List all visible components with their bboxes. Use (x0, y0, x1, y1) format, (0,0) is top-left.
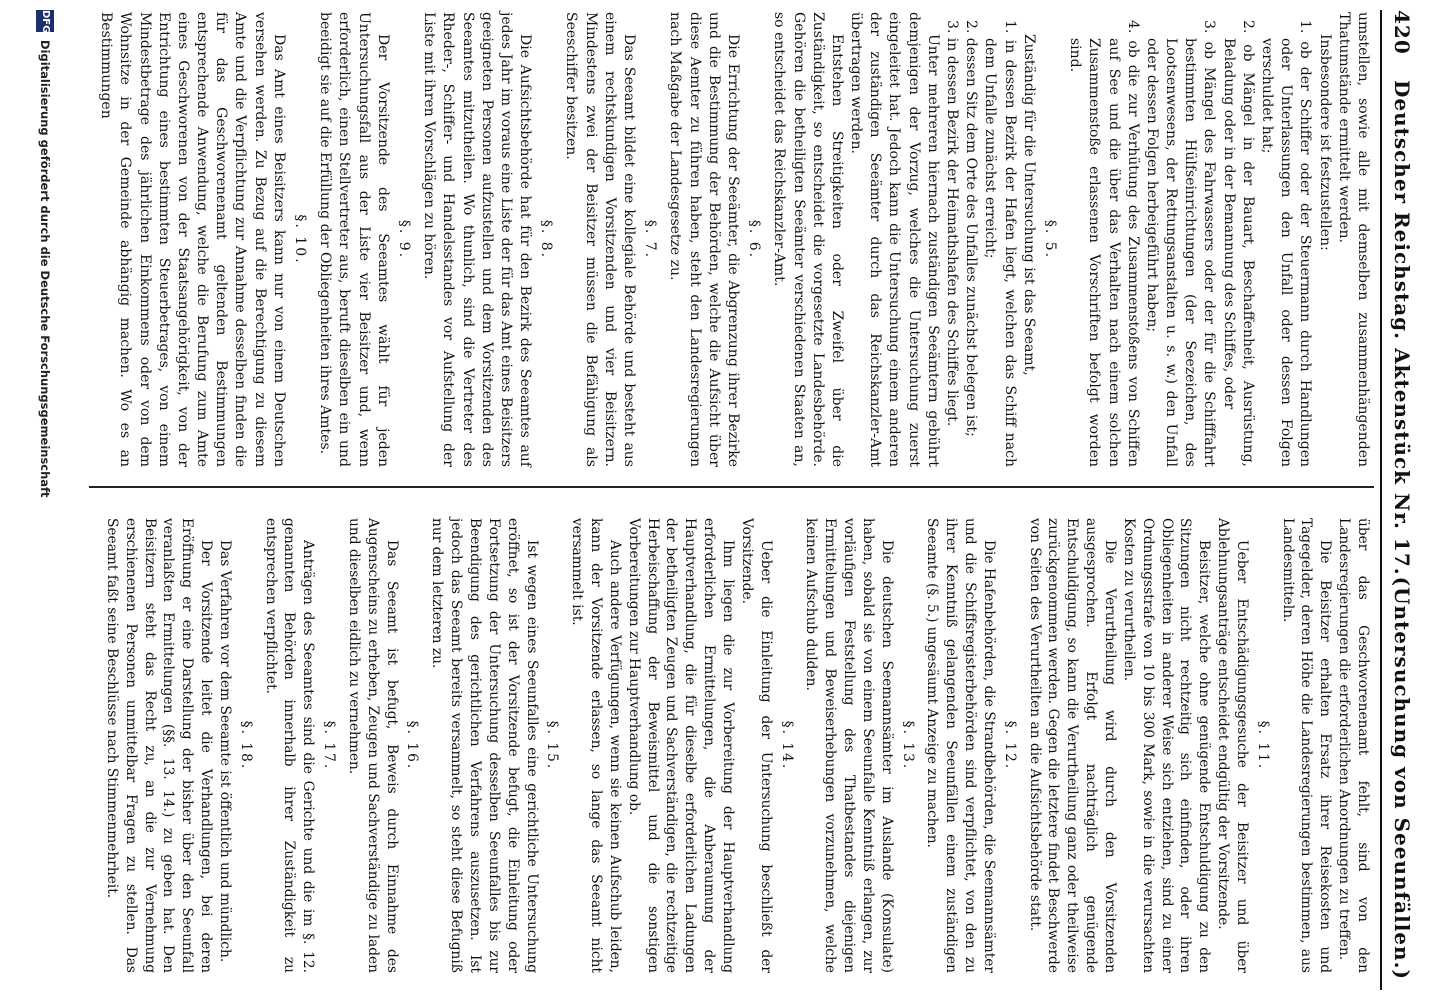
section-heading: §. 7. (642, 219, 659, 260)
paragraph: Die deutschen Seemannsämter im Auslande (Konsulate) haben, sobald sie von einem Seeunfalle Kenntniß erlangen, zur vorläufigen Feststellung des Thatbestandes diejenigen Ermittelungen und Beweiserhebungen vorzunehmen, welche keinen Aufschub dulden. (803, 518, 895, 973)
paragraph: Ueber die Einleitung der Untersuchung beschließt der Vorsitzende. (738, 518, 774, 973)
section-heading: §. 15. (544, 720, 561, 771)
paragraph: 2. dessen Sitz dem Orte des Unfalles zunächst belegen ist; (963, 20, 980, 437)
header-rule (1380, 10, 1382, 990)
paragraph: Die Aufsichtsbehörde hat für den Bezirk des Seeamtes auf jedes Jahr im voraus eine Liste der für das Amt eines Beisitzers geeigneten Personen aufzustellen und dem Vorsitzenden des Seeamtes mitzutheilen. Wo thunlich, sind die Vertreter des Rheder-, Schiffer- und Handelsstandes vor Aufstellung der Liste mit ihren Vorschlägen zu hören. (421, 12, 534, 467)
paragraph: 4. ob die zur Verhütung des Zusammenstoßens von Schiffen auf See und die über das Verhalten nach einem solchen Zusammenstoße erlassenen Vorschriften befolgt worden sind. (1067, 20, 1141, 467)
page-header (1380, 10, 1414, 990)
paragraph: Unter mehreren hiernach zuständigen Seeämtern gebührt demjenigen der Vorzug, welches die Untersuchung zuerst eingeleitet hat. Jedoch kann die Untersuchung einem anderen der zuständigen Seeämter durch das Reichskanzler-Amt übertragen werden. (848, 12, 941, 467)
paragraph: Das Amt eines Beisitzers kann nur von einem Deutschen versehen werden. Zu Bezug auf die Berechtigung zu diesem Amte und die Verpflichtung zur Annahme desselben finden die für das Geschworenenamt geltenden Bestimmungen entsprechende Anwendung, welche die Berufung zum Amte eines Geschworenen von der Staatsangehörigkeit, von der Entrichtung eines bestimmten Steuerbetrages, von einem Mindestbetrage des jährlichen Einkommens oder von dem Wohnsitze in der Gemeinde abhängig machen. Wo es an Bestimmungen (98, 12, 287, 467)
section-heading: §. 5. (1042, 219, 1058, 260)
paragraph: über das Geschworenenamt fehlt, sind von den Landesregierungen die erforderlichen Anordnungen zu treffen. (1336, 518, 1371, 973)
section-heading: §. 10. (292, 214, 309, 265)
paragraph: Ist wegen eines Seeunfalles eine gerichtliche Untersuchung eröffnet, so ist der Vorsitzende befugt, die Einleitung oder Fortsetzung der Untersuchung desselben Seeunfalles bis zur Beendigung des gerichtlichen Verfahrens auszusetzen. Ist jedoch das Seeamt bereits versammelt, so steht diese Befugniß nur dem letzteren zu. (429, 518, 540, 973)
paragraph: Auch andere Verfügungen, wenn sie keinen Aufschub leiden, kann der Vorsitzende erlassen, so lange das Seeamt nicht versammelt ist. (569, 518, 623, 973)
left-column (96, 12, 1372, 467)
paragraph: Die Hafenbehörden, die Strandbehörden, die Seemannsämter und die Schiffsregisterbehörden sind verpflichtet, von den zu ihrer Kenntniß gelangenden Seeunfällen einem zuständigen Seeamte (§. 5.) ungesäumt Anzeige zu machen. (924, 518, 997, 973)
document-page (38, 0, 1432, 1000)
section-heading: §. 9. (396, 219, 412, 260)
digitization-note: Digitalisierung gefördert durch die Deutsche Forschungsgemeinschaft (38, 40, 52, 498)
paragraph: Das Seeamt bildet eine kollegiale Behörde und besteht aus einem rechtskundigen Vorsitzenden und vier Beisitzern. Mindestens zwei der Beisitzer müssen die Befähigung als Seeschiffer besitzen. (563, 12, 638, 467)
paragraph: 3. in dessen Bezirk der Heimathshafen des Schiffes liegt. (944, 20, 961, 427)
paragraph: Die Errichtung der Seeämter, die Abgrenzung ihrer Bezirke und die Bestimmung der Behörden, welche die Aufsicht über diese Aemter zu führen haben, steht den Landesregierungen nach Maßgabe der Landesgesetze zu. (667, 12, 741, 467)
paragraph: 1. ob der Schiffer oder der Steuermann durch Handlungen oder Unterlassungen den Unfall oder dessen Folgen verschuldet hat; (1259, 20, 1314, 467)
section-heading: §. 8. (538, 219, 555, 260)
page-number: 420 (1390, 10, 1414, 55)
section-heading: §. 16. (404, 720, 421, 771)
section-heading: §. 13. (899, 720, 916, 771)
right-column (102, 518, 1372, 973)
paragraph: 3. ob Mängel des Fahrwassers oder der für die Schifffahrt bestimmten Hülfseinrichtungen (der Seezeichen, des Lootsenwesens, der Rettungsanstalten u. s. w.) den Unfall oder dessen Folgen herbeigeführt haben; (1143, 20, 1218, 467)
paragraph: Ihm liegen die zur Vorbereitung der Hauptverhandlung erforderlichen Ermittelungen, die Anberaumung der Hauptverhandlung, die für dieselbe erforderlichen Ladungen der betheiligten Zeugen und Sachverständigen, die rechtzeitige Herbeischaffung der Beweismittel und die sonstigen Vorbereitungen zur Hauptverhandlung ob. (625, 518, 736, 973)
section-heading: §. 12. (1001, 720, 1018, 771)
column-divider (89, 486, 1374, 488)
paragraph: Das Verfahren vor dem Seeamte ist öffentlich und mündlich. (216, 540, 233, 963)
paragraph: umstellen, sowie alle mit demselben zusammenhängenden Thatumstände ermittelt werden. (1335, 12, 1371, 467)
paragraph: Anträgen des Seeamtes sind die Gerichte und die im §. 12. genannten Behörden innerhalb ihrer Zuständigkeit zu entsprechen verpflichtet. (262, 518, 317, 973)
paragraph: 1. in dessen Bezirk der Hafen liegt, welchen das Schiff nach dem Unfalle zunächst erreicht; (982, 20, 1018, 467)
paragraph: 2. ob Mängel in der Bauart, Beschaffenheit, Ausrüstung, Beladung oder in der Bemannung des Schiffes, oder (1220, 20, 1256, 467)
paragraph: Der Vorsitzende leitet die Verhandlungen, bei deren Eröffnung er eine Darstellung der bisher über den Seeunfall veranlaßten Ermittelungen (§§. 13. 14.) zu geben hat. Den Beisitzern steht das Recht zu, an die zur Vernehmung erschienenen Personen unmittelbar Fragen zu stellen. Das Seeamt faßt seine Beschlüsse nach Stimmenmehrheit. (103, 518, 215, 973)
header-subject: (Untersuchung von Seeunfällen.) (1390, 576, 1414, 980)
paragraph: Insbesondere ist festzustellen: (1316, 34, 1333, 251)
section-heading: §. 14. (778, 720, 795, 771)
dfg-logo: DFG (36, 10, 54, 32)
digitization-footer (0, 0, 60, 1000)
paragraph: Das Seeamt ist befugt, Beweis durch Einnahme des Augenscheins zu erheben, Zeugen und Sachverständige zu laden und dieselben eidlich zu vernehmen. (345, 518, 400, 973)
paragraph: Beisitzer, welche ohne genügende Entschuldigung zu den Sitzungen nicht rechtzeitig sich einfinden, oder ihren Obliegenheiten in anderer Weise sich entziehen, sind zu einer Ordnungsstrafe von 10 bis 300 Mark, sowie in die verursachten Kosten zu verurtheilen. (1120, 518, 1213, 973)
section-heading: §. 6. (746, 219, 763, 260)
paragraph: Ueber Entschädigungsgesuche der Beisitzer und über Ablehnungsanträge entscheidet endgültig der Vorsitzende. (1215, 518, 1250, 973)
paragraph: Entstehen Streitigkeiten oder Zweifel über die Zuständigkeit, so entscheidet die vorgesetzte Landesbehörde. Gehören die betheiligten Seeämter verschiedenen Staaten an, so entscheidet das Reichskanzler-Amt. (771, 12, 845, 467)
paragraph: Die Verurtheilung wird durch den Vorsitzenden ausgesprochen. Erfolgt nachträglich genügende Entschuldigung, so kann die Verurtheilung ganz oder theilweise zurückgenommen werden. Gegen die letztere findet Beschwerde von Seiten des Verurtheilten an die Aufsichtsbehörde statt. (1026, 518, 1119, 973)
section-heading: §. 18. (237, 720, 254, 771)
paragraph: Zuständig für die Untersuchung ist das Seeamt, (1020, 34, 1037, 376)
section-heading: §. 11. (1254, 720, 1271, 771)
header-title: Deutscher Reichstag. Aktenstück Nr. 17. (1390, 80, 1414, 576)
section-heading: §. 17. (321, 720, 338, 771)
paragraph: Der Vorsitzende des Seeamtes wählt für jeden Untersuchungsfall aus der Liste vier Beisitzer und, wenn erforderlich, einen Stellvertreter aus, beruft dieselben ein und beeidigt sie auf die Erfüllung der Obliegenheiten ihres Amtes. (317, 12, 391, 467)
paragraph: Die Beisitzer erhalten Ersatz ihrer Reisekosten und Tagegelder, deren Höhe die Landesregierungen bestimmen, aus Landesmitteln. (1279, 518, 1334, 973)
